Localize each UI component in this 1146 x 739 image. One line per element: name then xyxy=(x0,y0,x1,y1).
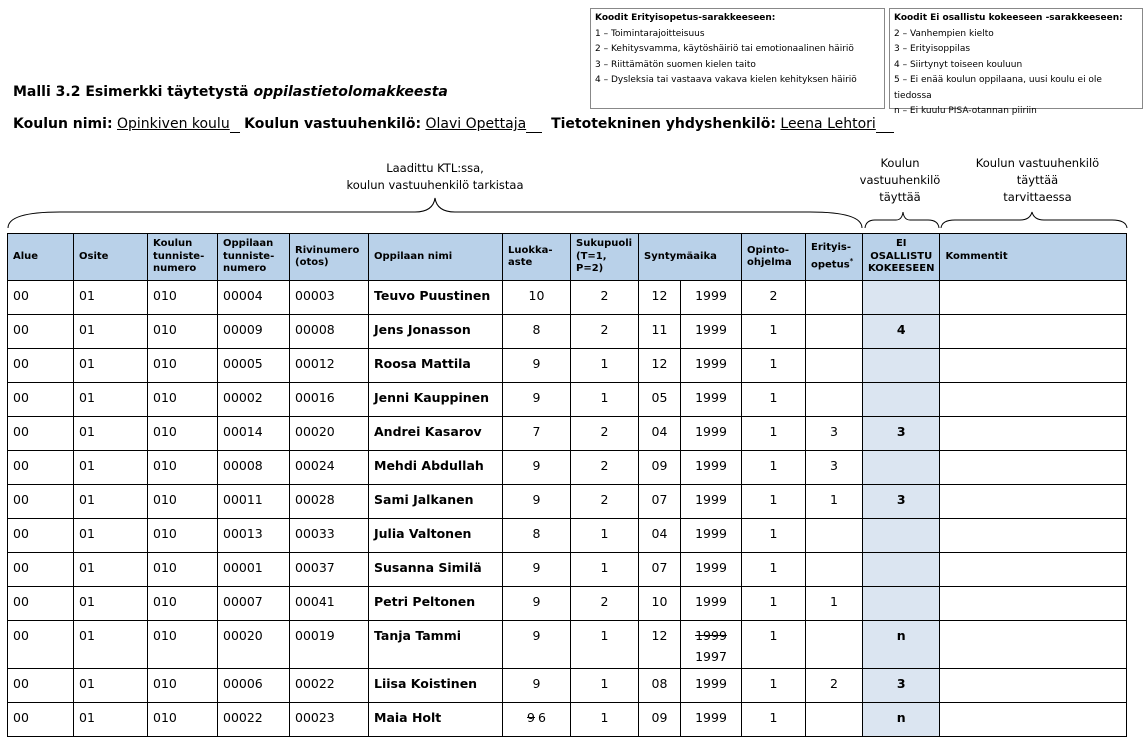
cell-kommentit[interactable] xyxy=(940,621,1127,669)
legend-item: 4 – Siirtynyt toiseen kouluun xyxy=(894,59,1023,70)
school-name-label: Koulun nimi: xyxy=(13,116,113,132)
table-row xyxy=(8,451,1127,485)
cell-alue: 00 xyxy=(8,669,74,703)
cell-luokka-aste: 7 xyxy=(503,417,571,451)
cell-syntyma-kuukausi: 09 xyxy=(639,703,681,737)
header-sukupuoli xyxy=(571,234,639,281)
brace-ktl xyxy=(8,198,862,228)
student-table xyxy=(7,233,1127,737)
cell-osite: 01 xyxy=(74,315,148,349)
cell-sukupuoli: 2 xyxy=(571,281,639,315)
header-erityisopetus xyxy=(806,234,863,281)
cell-syntyma-kuukausi: 12 xyxy=(639,621,681,669)
cell-sukupuoli: 1 xyxy=(571,383,639,417)
cell-oppilaan-nimi: Julia Valtonen xyxy=(369,519,503,553)
header-rivinumero xyxy=(290,234,369,281)
legend-erityisopetus-title: Koodit Erityisopetus-sarakkeeseen: xyxy=(595,13,776,23)
cell-oppilaan-nimi: Mehdi Abdullah xyxy=(369,451,503,485)
cell-oppilaan-tunnistenumero: 00009 xyxy=(218,315,290,349)
header-osite: Osite xyxy=(74,234,148,281)
cell-rivinumero: 00024 xyxy=(290,451,369,485)
cell-ei-osallistu xyxy=(863,383,940,417)
cell-kommentit[interactable] xyxy=(940,587,1127,621)
table-row xyxy=(8,621,1127,669)
cell-syntyma-vuosi: 1999 xyxy=(681,553,742,587)
header-line: Koulun xyxy=(153,238,193,250)
cell-rivinumero: 00037 xyxy=(290,553,369,587)
cell-rivinumero: 00033 xyxy=(290,519,369,553)
cell-ei-osallistu: 3 xyxy=(863,669,940,703)
tech-value: Leena Lehtori xyxy=(780,116,876,132)
cell-koulun-tunnistenumero: 010 xyxy=(148,349,218,383)
annotation-line: täyttää xyxy=(1016,173,1059,187)
cell-luokka-aste: 9 xyxy=(503,621,571,669)
cell-opinto-ohjelma: 1 xyxy=(742,519,806,553)
header-ei-osallistu xyxy=(863,234,940,281)
cell-syntyma-vuosi: 1999 xyxy=(681,669,742,703)
cell-syntyma-vuosi xyxy=(681,621,742,669)
cell-syntyma-vuosi: 1999 xyxy=(681,349,742,383)
cell-ei-osallistu xyxy=(863,553,940,587)
cell-alue: 00 xyxy=(8,417,74,451)
cell-rivinumero: 00022 xyxy=(290,669,369,703)
cell-oppilaan-nimi: Roosa Mattila xyxy=(369,349,503,383)
cell-ei-osallistu xyxy=(863,451,940,485)
cell-rivinumero: 00020 xyxy=(290,417,369,451)
cell-sukupuoli: 1 xyxy=(571,621,639,669)
cell-sukupuoli: 1 xyxy=(571,553,639,587)
table-row xyxy=(8,669,1127,703)
header-line: Oppilaan xyxy=(223,238,274,250)
cell-luokka-aste: 8 xyxy=(503,519,571,553)
header-line: tunniste- xyxy=(153,250,205,262)
header-kommentit: Kommentit xyxy=(940,234,1127,281)
contact-value: Olavi Opettaja xyxy=(425,116,527,132)
cell-osite: 01 xyxy=(74,417,148,451)
header-oppilaan-nimi: Oppilaan nimi xyxy=(369,234,503,281)
cell-oppilaan-tunnistenumero: 00002 xyxy=(218,383,290,417)
cell-ei-osallistu: 4 xyxy=(863,315,940,349)
cell-oppilaan-tunnistenumero: 00005 xyxy=(218,349,290,383)
header-line: KOKEESEEN xyxy=(868,263,935,275)
cell-oppilaan-nimi: Tanja Tammi xyxy=(369,621,503,669)
table-row xyxy=(8,553,1127,587)
cell-alue: 00 xyxy=(8,281,74,315)
cell-rivinumero: 00016 xyxy=(290,383,369,417)
cell-oppilaan-nimi: Andrei Kasarov xyxy=(369,417,503,451)
legend-item: n – Ei kuulu PISA-otannan piiriin xyxy=(894,106,1037,116)
cell-syntyma-kuukausi: 07 xyxy=(639,485,681,519)
cell-opinto-ohjelma: 1 xyxy=(742,383,806,417)
cell-ei-osallistu: 3 xyxy=(863,485,940,519)
cell-erityisopetus: 1 xyxy=(806,485,863,519)
cell-erityisopetus: 3 xyxy=(806,451,863,485)
cell-sukupuoli: 1 xyxy=(571,349,639,383)
table-row xyxy=(8,315,1127,349)
cell-luokka-aste: 8 xyxy=(503,315,571,349)
cell-kommentit[interactable] xyxy=(940,519,1127,553)
cell-ei-osallistu xyxy=(863,349,940,383)
header-koulun-tunnistenumero xyxy=(148,234,218,281)
cell-osite: 01 xyxy=(74,703,148,737)
cell-luokka-aste xyxy=(503,703,571,737)
cell-kommentit[interactable] xyxy=(940,315,1127,349)
vuosi-corrected: 1997 xyxy=(695,649,727,664)
cell-osite: 01 xyxy=(74,281,148,315)
table-row xyxy=(8,485,1127,519)
cell-luokka-aste: 9 xyxy=(503,451,571,485)
header-line: (T=1, P=2) xyxy=(576,250,607,275)
cell-opinto-ohjelma: 1 xyxy=(742,315,806,349)
cell-oppilaan-nimi: Petri Peltonen xyxy=(369,587,503,621)
cell-kommentit[interactable] xyxy=(940,349,1127,383)
cell-rivinumero: 00019 xyxy=(290,621,369,669)
cell-erityisopetus xyxy=(806,621,863,669)
legend-item: 1 – Toimintarajoitteisuus xyxy=(595,28,705,39)
title-italic: oppilastietolomakkeesta xyxy=(253,84,448,100)
luokka-corrected: 6 xyxy=(538,710,546,725)
table-row xyxy=(8,417,1127,451)
cell-oppilaan-tunnistenumero: 00013 xyxy=(218,519,290,553)
cell-syntyma-kuukausi: 12 xyxy=(639,281,681,315)
cell-syntyma-kuukausi: 12 xyxy=(639,349,681,383)
cell-kommentit[interactable] xyxy=(940,669,1127,703)
cell-luokka-aste: 9 xyxy=(503,553,571,587)
cell-opinto-ohjelma: 1 xyxy=(742,417,806,451)
cell-ei-osallistu: n xyxy=(863,621,940,669)
cell-alue: 00 xyxy=(8,485,74,519)
cell-oppilaan-nimi: Susanna Similä xyxy=(369,553,503,587)
cell-oppilaan-tunnistenumero: 00011 xyxy=(218,485,290,519)
legend-item: 3 – Erityisoppilas xyxy=(894,44,971,54)
header-alue: Alue xyxy=(8,234,74,281)
header-opinto-ohjelma xyxy=(742,234,806,281)
cell-syntyma-vuosi: 1999 xyxy=(681,315,742,349)
brace-kommentit xyxy=(941,212,1127,228)
header-line: ohjelma xyxy=(747,257,792,268)
table-row xyxy=(8,703,1127,737)
cell-koulun-tunnistenumero: 010 xyxy=(148,519,218,553)
cell-sukupuoli: 2 xyxy=(571,485,639,519)
header-syntymaaika: Syntymäaika xyxy=(639,234,742,281)
cell-opinto-ohjelma: 1 xyxy=(742,451,806,485)
cell-oppilaan-nimi: Teuvo Puustinen xyxy=(369,281,503,315)
cell-alue: 00 xyxy=(8,349,74,383)
header-line: EI xyxy=(895,238,907,250)
cell-erityisopetus xyxy=(806,315,863,349)
cell-alue: 00 xyxy=(8,519,74,553)
cell-sukupuoli: 2 xyxy=(571,417,639,451)
annotation-line: Koulun vastuuhenkilö xyxy=(975,156,1100,170)
header-line: OSALLISTU xyxy=(870,250,933,262)
cell-osite: 01 xyxy=(74,451,148,485)
cell-oppilaan-tunnistenumero: 00004 xyxy=(218,281,290,315)
cell-rivinumero: 00028 xyxy=(290,485,369,519)
cell-oppilaan-tunnistenumero: 00008 xyxy=(218,451,290,485)
cell-erityisopetus xyxy=(806,281,863,315)
cell-oppilaan-nimi: Liisa Koistinen xyxy=(369,669,503,703)
cell-oppilaan-tunnistenumero: 00014 xyxy=(218,417,290,451)
cell-syntyma-kuukausi: 11 xyxy=(639,315,681,349)
luokka-original: 9 xyxy=(527,710,535,725)
cell-ei-osallistu xyxy=(863,519,940,553)
cell-alue: 00 xyxy=(8,621,74,669)
cell-luokka-aste: 9 xyxy=(503,485,571,519)
cell-koulun-tunnistenumero: 010 xyxy=(148,553,218,587)
annotation-line: tarvittaessa xyxy=(1003,190,1072,204)
cell-koulun-tunnistenumero: 010 xyxy=(148,417,218,451)
header-line: Luokka- xyxy=(508,244,553,256)
cell-opinto-ohjelma: 1 xyxy=(742,669,806,703)
cell-syntyma-vuosi: 1999 xyxy=(681,587,742,621)
table-row xyxy=(8,281,1127,315)
cell-alue: 00 xyxy=(8,451,74,485)
cell-oppilaan-nimi: Sami Jalkanen xyxy=(369,485,503,519)
header-line: Rivinumero xyxy=(295,244,360,256)
cell-oppilaan-tunnistenumero: 00022 xyxy=(218,703,290,737)
cell-osite: 01 xyxy=(74,485,148,519)
cell-koulun-tunnistenumero: 010 xyxy=(148,451,218,485)
cell-alue: 00 xyxy=(8,315,74,349)
cell-alue: 00 xyxy=(8,703,74,737)
cell-rivinumero: 00012 xyxy=(290,349,369,383)
cell-koulun-tunnistenumero: 010 xyxy=(148,485,218,519)
table-header-row xyxy=(8,234,1127,281)
legend-item: 2 – Kehitysvamma, käytöshäiriö tai emotionaalinen häiriö xyxy=(595,44,854,54)
cell-sukupuoli: 1 xyxy=(571,669,639,703)
cell-oppilaan-nimi: Jenni Kauppinen xyxy=(369,383,503,417)
header-line: Opinto- xyxy=(747,244,790,256)
cell-opinto-ohjelma: 1 xyxy=(742,485,806,519)
cell-rivinumero: 00023 xyxy=(290,703,369,737)
cell-koulun-tunnistenumero: 010 xyxy=(148,669,218,703)
school-name-value: Opinkiven koulu xyxy=(117,116,230,132)
contact-label: Koulun vastuuhenkilö: xyxy=(244,116,422,132)
cell-alue: 00 xyxy=(8,383,74,417)
cell-syntyma-kuukausi: 10 xyxy=(639,587,681,621)
cell-osite: 01 xyxy=(74,587,148,621)
cell-koulun-tunnistenumero: 010 xyxy=(148,587,218,621)
legend-item: 2 – Vanhempien kielto xyxy=(894,28,994,39)
cell-rivinumero: 00003 xyxy=(290,281,369,315)
header-line: Sukupuoli xyxy=(576,238,633,250)
cell-erityisopetus xyxy=(806,703,863,737)
brace-vastuuhenkilo xyxy=(865,212,939,228)
cell-syntyma-kuukausi: 09 xyxy=(639,451,681,485)
cell-erityisopetus xyxy=(806,553,863,587)
cell-sukupuoli: 1 xyxy=(571,519,639,553)
header-line: (otos) xyxy=(295,257,329,268)
cell-oppilaan-tunnistenumero: 00007 xyxy=(218,587,290,621)
vuosi-original: 1999 xyxy=(695,628,727,643)
cell-sukupuoli: 2 xyxy=(571,587,639,621)
cell-syntyma-kuukausi: 07 xyxy=(639,553,681,587)
cell-kommentit[interactable] xyxy=(940,281,1127,315)
cell-oppilaan-tunnistenumero: 00001 xyxy=(218,553,290,587)
cell-syntyma-vuosi: 1999 xyxy=(681,703,742,737)
cell-opinto-ohjelma: 1 xyxy=(742,587,806,621)
cell-koulun-tunnistenumero: 010 xyxy=(148,703,218,737)
cell-opinto-ohjelma: 1 xyxy=(742,703,806,737)
cell-opinto-ohjelma: 2 xyxy=(742,281,806,315)
cell-sukupuoli: 1 xyxy=(571,703,639,737)
cell-opinto-ohjelma: 1 xyxy=(742,621,806,669)
footnote-star: * xyxy=(849,256,854,265)
table-row xyxy=(8,587,1127,621)
cell-opinto-ohjelma: 1 xyxy=(742,349,806,383)
table-row xyxy=(8,349,1127,383)
cell-syntyma-kuukausi: 04 xyxy=(639,417,681,451)
cell-osite: 01 xyxy=(74,553,148,587)
cell-osite: 01 xyxy=(74,519,148,553)
legend-item: 3 – Riittämätön suomen kielen taito xyxy=(595,59,756,70)
cell-luokka-aste: 9 xyxy=(503,349,571,383)
cell-sukupuoli: 2 xyxy=(571,451,639,485)
cell-alue: 00 xyxy=(8,587,74,621)
header-line: numero xyxy=(153,263,197,275)
cell-kommentit[interactable] xyxy=(940,417,1127,451)
cell-luokka-aste: 9 xyxy=(503,669,571,703)
cell-syntyma-vuosi: 1999 xyxy=(681,485,742,519)
cell-ei-osallistu: 3 xyxy=(863,417,940,451)
cell-oppilaan-nimi: Maia Holt xyxy=(369,703,503,737)
header-line: tunniste- xyxy=(223,250,275,262)
annotation-line: Koulun xyxy=(880,156,920,170)
cell-erityisopetus xyxy=(806,383,863,417)
cell-osite: 01 xyxy=(74,383,148,417)
cell-oppilaan-nimi: Jens Jonasson xyxy=(369,315,503,349)
header-line: aste xyxy=(508,257,533,268)
cell-alue: 00 xyxy=(8,553,74,587)
cell-luokka-aste: 9 xyxy=(503,587,571,621)
header-line: Erityis- xyxy=(811,242,852,254)
cell-syntyma-vuosi: 1999 xyxy=(681,383,742,417)
cell-ei-osallistu xyxy=(863,281,940,315)
cell-kommentit[interactable] xyxy=(940,451,1127,485)
annotation-line: koulun vastuuhenkilö tarkistaa xyxy=(346,178,524,192)
cell-erityisopetus: 3 xyxy=(806,417,863,451)
cell-syntyma-vuosi: 1999 xyxy=(681,519,742,553)
cell-koulun-tunnistenumero: 010 xyxy=(148,281,218,315)
header-line: numero xyxy=(223,263,267,275)
cell-erityisopetus xyxy=(806,519,863,553)
cell-koulun-tunnistenumero: 010 xyxy=(148,621,218,669)
cell-syntyma-kuukausi: 04 xyxy=(639,519,681,553)
cell-luokka-aste: 9 xyxy=(503,383,571,417)
header-braces xyxy=(0,0,1146,239)
title-prefix: Malli 3.2 Esimerkki täytetystä xyxy=(13,84,254,100)
cell-syntyma-vuosi: 1999 xyxy=(681,281,742,315)
cell-sukupuoli: 2 xyxy=(571,315,639,349)
cell-syntyma-kuukausi: 08 xyxy=(639,669,681,703)
cell-opinto-ohjelma: 1 xyxy=(742,553,806,587)
cell-kommentit[interactable] xyxy=(940,703,1127,737)
cell-rivinumero: 00008 xyxy=(290,315,369,349)
cell-syntyma-kuukausi: 05 xyxy=(639,383,681,417)
cell-ei-osallistu: n xyxy=(863,703,940,737)
cell-syntyma-vuosi: 1999 xyxy=(681,451,742,485)
cell-oppilaan-tunnistenumero: 00020 xyxy=(218,621,290,669)
annotation-line: vastuuhenkilö xyxy=(859,173,941,187)
cell-erityisopetus: 1 xyxy=(806,587,863,621)
cell-koulun-tunnistenumero: 010 xyxy=(148,315,218,349)
cell-osite: 01 xyxy=(74,669,148,703)
header-line xyxy=(811,255,857,272)
legend-ei-osallistu-title: Koodit Ei osallistu kokeeseen -sarakkeeseen: xyxy=(894,13,1123,23)
annotation-line: Laadittu KTL:ssa, xyxy=(386,161,484,175)
cell-luokka-aste: 10 xyxy=(503,281,571,315)
tech-label: Tietotekninen yhdyshenkilö: xyxy=(551,116,776,132)
table-row xyxy=(8,519,1127,553)
cell-oppilaan-tunnistenumero: 00006 xyxy=(218,669,290,703)
cell-kommentit[interactable] xyxy=(940,383,1127,417)
header-oppilaan-tunnistenumero xyxy=(218,234,290,281)
cell-osite: 01 xyxy=(74,349,148,383)
legend-item: 5 – Ei enää koulun oppilaana, uusi koulu ei ole tiedossa xyxy=(894,75,1102,101)
cell-ei-osallistu xyxy=(863,587,940,621)
annotation-line: täyttää xyxy=(879,190,921,204)
cell-rivinumero: 00041 xyxy=(290,587,369,621)
cell-kommentit[interactable] xyxy=(940,485,1127,519)
cell-erityisopetus xyxy=(806,349,863,383)
cell-osite: 01 xyxy=(74,621,148,669)
cell-erityisopetus: 2 xyxy=(806,669,863,703)
cell-kommentit[interactable] xyxy=(940,553,1127,587)
header-erityis-text: opetus xyxy=(811,259,850,271)
cell-syntyma-vuosi: 1999 xyxy=(681,417,742,451)
header-luokka-aste xyxy=(503,234,571,281)
cell-koulun-tunnistenumero: 010 xyxy=(148,383,218,417)
legend-item: 4 – Dysleksia tai vastaava vakava kielen kehityksen häiriö xyxy=(595,75,857,85)
table-row xyxy=(8,383,1127,417)
